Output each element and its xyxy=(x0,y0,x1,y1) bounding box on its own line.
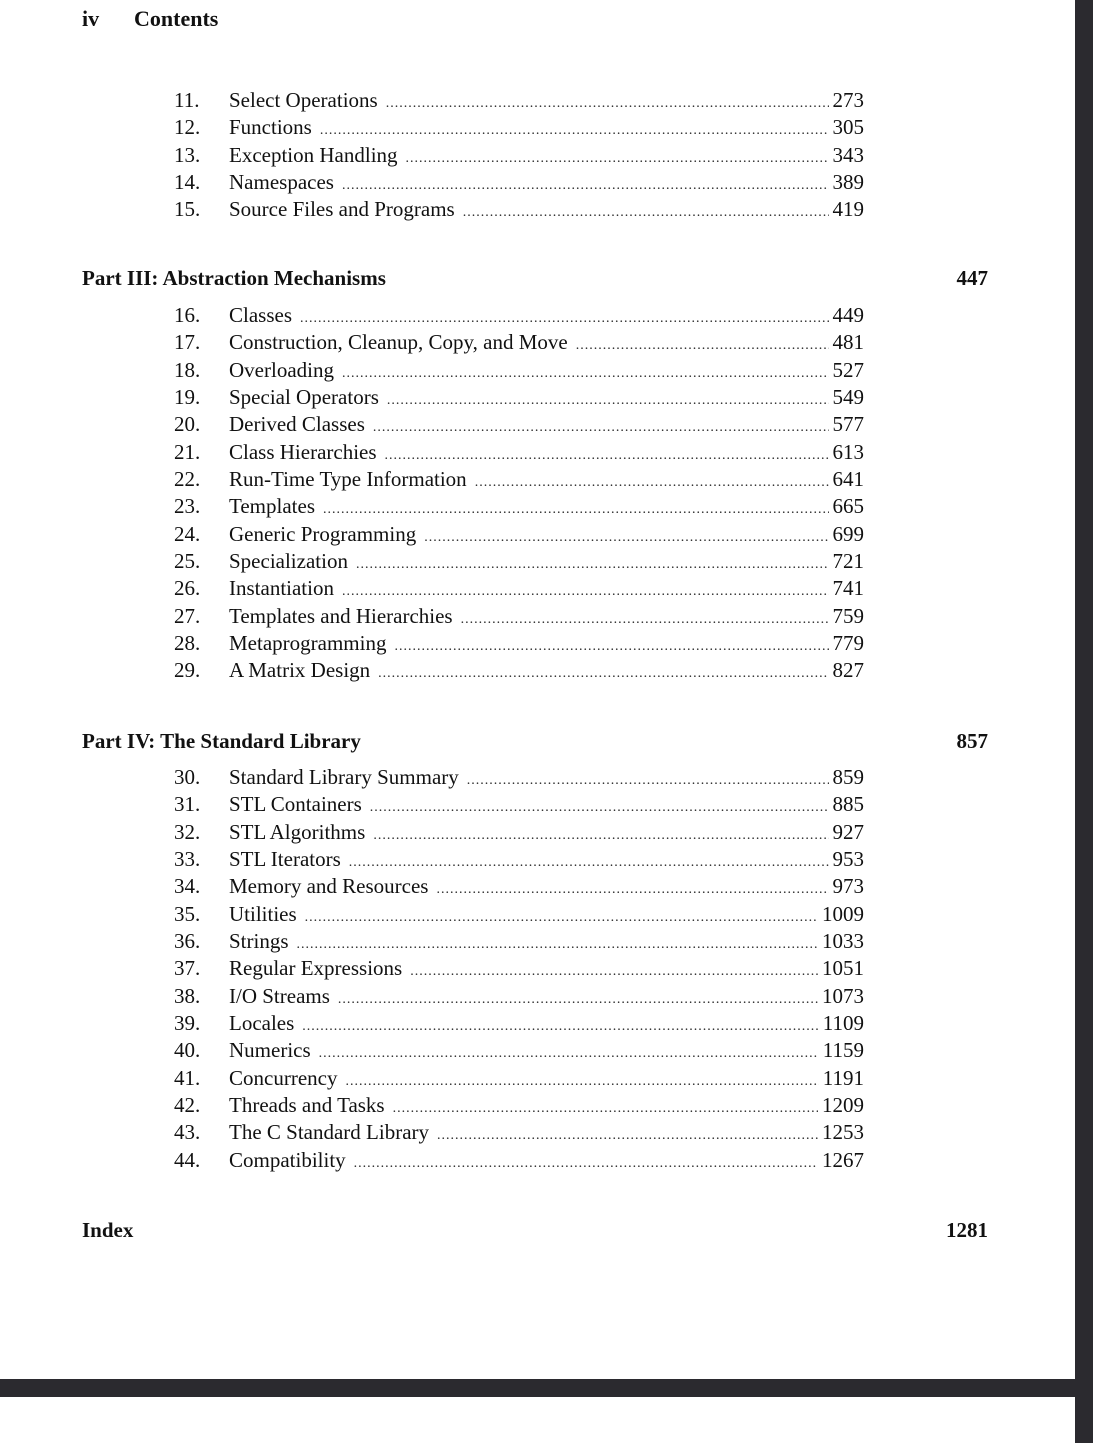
chapter-title: Metaprogramming xyxy=(229,631,387,656)
dot-leader xyxy=(354,1156,818,1172)
chapter-page: 419 xyxy=(832,197,864,222)
toc-entry[interactable] xyxy=(174,1011,864,1038)
chapter-page: 1253 xyxy=(822,1120,864,1145)
chapter-list-part-iii xyxy=(174,303,864,686)
dot-leader xyxy=(373,828,828,844)
index-page: 1281 xyxy=(946,1218,988,1242)
dot-leader xyxy=(436,882,828,898)
dot-leader xyxy=(393,1101,818,1117)
chapter-number: 33. xyxy=(174,847,201,872)
chapter-number: 12. xyxy=(174,115,201,140)
toc-entry[interactable] xyxy=(174,1066,864,1093)
chapter-page: 481 xyxy=(832,330,864,355)
chapter-list-part-ii-cont xyxy=(174,88,864,225)
chapter-page: 343 xyxy=(832,142,864,167)
toc-entry[interactable] xyxy=(174,956,864,983)
chapter-page: 759 xyxy=(832,603,864,628)
chapter-page: 305 xyxy=(832,115,864,140)
toc-entry[interactable] xyxy=(174,115,864,142)
dot-leader xyxy=(338,992,818,1008)
chapter-page: 859 xyxy=(832,765,864,789)
chapter-title: Namespaces xyxy=(229,170,334,195)
chapter-title: Overloading xyxy=(229,357,334,382)
dot-leader xyxy=(300,311,829,327)
chapter-page: 1159 xyxy=(822,1038,864,1063)
part-heading-iii[interactable] xyxy=(82,266,988,291)
vertical-scrollbar[interactable] xyxy=(1075,0,1093,1443)
dot-leader xyxy=(385,448,829,464)
toc-entry[interactable] xyxy=(174,303,864,330)
toc-entry[interactable] xyxy=(174,631,864,658)
running-head xyxy=(82,6,218,32)
chapter-title: Standard Library Summary xyxy=(229,765,459,789)
page-title: Contents xyxy=(134,6,219,31)
chapter-page: 885 xyxy=(832,792,864,817)
toc-entry[interactable] xyxy=(174,412,864,439)
chapter-title: Regular Expressions xyxy=(229,956,403,981)
chapter-number: 40. xyxy=(174,1038,201,1063)
chapter-page: 1209 xyxy=(822,1093,864,1118)
toc-entry[interactable] xyxy=(174,385,864,412)
toc-entry[interactable] xyxy=(174,467,864,494)
dot-leader xyxy=(387,393,829,409)
page-label: iv xyxy=(82,6,100,31)
part-title: Part III: Abstraction Mechanisms xyxy=(82,266,386,290)
dot-leader xyxy=(394,639,828,655)
chapter-page: 953 xyxy=(832,847,864,872)
chapter-number: 11. xyxy=(174,88,200,112)
toc-entry[interactable] xyxy=(174,549,864,576)
toc-entry[interactable] xyxy=(174,847,864,874)
chapter-list-part-iv xyxy=(174,765,864,1175)
chapter-number: 32. xyxy=(174,819,201,844)
horizontal-scrollbar[interactable] xyxy=(0,1379,1075,1397)
dot-leader xyxy=(576,338,829,354)
chapter-number: 15. xyxy=(174,197,201,222)
chapter-page: 613 xyxy=(832,439,864,464)
chapter-page: 1033 xyxy=(822,929,864,954)
chapter-number: 31. xyxy=(174,792,201,817)
chapter-number: 21. xyxy=(174,439,201,464)
chapter-title: The C Standard Library xyxy=(229,1120,430,1145)
chapter-title: Threads and Tasks xyxy=(229,1093,385,1118)
chapter-title: Exception Handling xyxy=(229,142,398,167)
dot-leader xyxy=(437,1128,818,1144)
part-title: Part IV: The Standard Library xyxy=(82,729,361,753)
chapter-title: Numerics xyxy=(229,1038,311,1063)
chapter-title: Strings xyxy=(229,929,289,954)
chapter-page: 1267 xyxy=(822,1147,864,1172)
chapter-title: Derived Classes xyxy=(229,412,365,437)
toc-entry[interactable] xyxy=(174,197,864,224)
dot-leader xyxy=(305,910,818,926)
chapter-number: 29. xyxy=(174,658,201,683)
toc-entry[interactable] xyxy=(174,658,864,685)
dot-leader xyxy=(319,1046,819,1062)
chapter-number: 26. xyxy=(174,576,201,601)
chapter-number: 44. xyxy=(174,1147,201,1172)
chapter-title: Functions xyxy=(229,115,312,140)
chapter-title: A Matrix Design xyxy=(229,658,371,683)
chapter-page: 1109 xyxy=(822,1011,864,1036)
chapter-number: 14. xyxy=(174,170,201,195)
dot-leader xyxy=(342,178,829,194)
dot-leader xyxy=(342,366,829,382)
chapter-title: Templates xyxy=(229,494,315,519)
chapter-title: Select Operations xyxy=(229,88,378,112)
chapter-number: 38. xyxy=(174,983,201,1008)
chapter-page: 549 xyxy=(832,385,864,410)
toc-entry[interactable] xyxy=(174,358,864,385)
chapter-page: 389 xyxy=(832,170,864,195)
dot-leader xyxy=(297,937,818,953)
dot-leader xyxy=(342,584,829,600)
chapter-number: 28. xyxy=(174,631,201,656)
chapter-title: Memory and Resources xyxy=(229,874,429,899)
chapter-page: 741 xyxy=(832,576,864,601)
toc-entry[interactable] xyxy=(174,88,864,115)
chapter-title: Special Operators xyxy=(229,385,379,410)
chapter-title: Generic Programming xyxy=(229,521,417,546)
chapter-page: 973 xyxy=(832,874,864,899)
chapter-title: Source Files and Programs xyxy=(229,197,455,222)
chapter-number: 27. xyxy=(174,603,201,628)
chapter-number: 25. xyxy=(174,549,201,574)
chapter-number: 18. xyxy=(174,357,201,382)
chapter-number: 30. xyxy=(174,765,201,789)
chapter-page: 1051 xyxy=(822,956,864,981)
chapter-page: 641 xyxy=(832,467,864,492)
chapter-title: STL Iterators xyxy=(229,847,341,872)
toc-entry[interactable] xyxy=(174,330,864,357)
chapter-title: Utilities xyxy=(229,901,297,926)
dot-leader xyxy=(424,530,828,546)
toc-entry[interactable] xyxy=(174,1148,864,1175)
toc-entry[interactable] xyxy=(174,902,864,929)
index-title: Index xyxy=(82,1218,134,1242)
toc-entry[interactable] xyxy=(174,820,864,847)
dot-leader xyxy=(467,773,829,789)
chapter-number: 16. xyxy=(174,303,201,327)
toc-entry[interactable] xyxy=(174,792,864,819)
dot-leader xyxy=(406,151,829,167)
part-page: 447 xyxy=(956,266,988,290)
toc-entry[interactable] xyxy=(174,929,864,956)
dot-leader xyxy=(356,557,829,573)
chapter-number: 43. xyxy=(174,1120,201,1145)
chapter-number: 39. xyxy=(174,1011,201,1036)
chapter-page: 1009 xyxy=(822,901,864,926)
chapter-page: 527 xyxy=(832,357,864,382)
dot-leader xyxy=(386,96,829,112)
dot-leader xyxy=(373,420,829,436)
chapter-title: Locales xyxy=(229,1011,295,1036)
chapter-page: 665 xyxy=(832,494,864,519)
chapter-title: STL Containers xyxy=(229,792,362,817)
toc-entry[interactable] xyxy=(174,984,864,1011)
chapter-number: 22. xyxy=(174,467,201,492)
toc-entry[interactable] xyxy=(174,170,864,197)
toc-entry[interactable] xyxy=(174,494,864,521)
dot-leader xyxy=(463,205,829,221)
chapter-page: 699 xyxy=(832,521,864,546)
chapter-page: 577 xyxy=(832,412,864,437)
chapter-page: 721 xyxy=(832,549,864,574)
chapter-page: 827 xyxy=(832,658,864,683)
chapter-title: Instantiation xyxy=(229,576,334,601)
chapter-number: 34. xyxy=(174,874,201,899)
part-heading-iv[interactable] xyxy=(82,729,988,754)
dot-leader xyxy=(345,1074,818,1090)
toc-entry[interactable] xyxy=(174,1093,864,1120)
chapter-number: 36. xyxy=(174,929,201,954)
chapter-title: Construction, Cleanup, Copy, and Move xyxy=(229,330,568,355)
toc-entry[interactable] xyxy=(174,765,864,792)
toc-entry[interactable] xyxy=(174,874,864,901)
chapter-title: Specialization xyxy=(229,549,348,574)
toc-entry[interactable] xyxy=(174,1120,864,1147)
chapter-page: 1191 xyxy=(822,1065,864,1090)
chapter-number: 37. xyxy=(174,956,201,981)
dot-leader xyxy=(461,612,829,628)
toc-entry[interactable] xyxy=(174,440,864,467)
chapter-page: 273 xyxy=(832,88,864,112)
chapter-number: 20. xyxy=(174,412,201,437)
chapter-number: 19. xyxy=(174,385,201,410)
part-page: 857 xyxy=(956,729,988,753)
dot-leader xyxy=(323,502,829,518)
chapter-title: Run-Time Type Information xyxy=(229,467,467,492)
chapter-title: STL Algorithms xyxy=(229,819,366,844)
dot-leader xyxy=(370,800,829,816)
chapter-title: I/O Streams xyxy=(229,983,330,1008)
chapter-page: 1073 xyxy=(822,983,864,1008)
chapter-page: 449 xyxy=(832,303,864,327)
chapter-number: 42. xyxy=(174,1093,201,1118)
toc-entry[interactable] xyxy=(174,604,864,631)
chapter-number: 17. xyxy=(174,330,201,355)
chapter-page: 779 xyxy=(832,631,864,656)
toc-entry[interactable] xyxy=(174,143,864,170)
chapter-number: 35. xyxy=(174,901,201,926)
chapter-title: Compatibility xyxy=(229,1147,346,1172)
chapter-number: 41. xyxy=(174,1065,201,1090)
dot-leader xyxy=(320,123,829,139)
toc-entry[interactable] xyxy=(174,576,864,603)
chapter-page: 927 xyxy=(832,819,864,844)
index-entry[interactable] xyxy=(82,1218,988,1243)
toc-entry[interactable] xyxy=(174,522,864,549)
chapter-number: 24. xyxy=(174,521,201,546)
chapter-title: Class Hierarchies xyxy=(229,439,377,464)
dot-leader xyxy=(475,475,829,491)
chapter-title: Concurrency xyxy=(229,1065,338,1090)
chapter-title: Classes xyxy=(229,303,292,327)
toc-entry[interactable] xyxy=(174,1038,864,1065)
chapter-number: 13. xyxy=(174,142,201,167)
dot-leader xyxy=(302,1019,818,1035)
chapter-number: 23. xyxy=(174,494,201,519)
dot-leader xyxy=(410,964,818,980)
dot-leader xyxy=(349,855,829,871)
chapter-title: Templates and Hierarchies xyxy=(229,603,453,628)
dot-leader xyxy=(378,666,828,682)
